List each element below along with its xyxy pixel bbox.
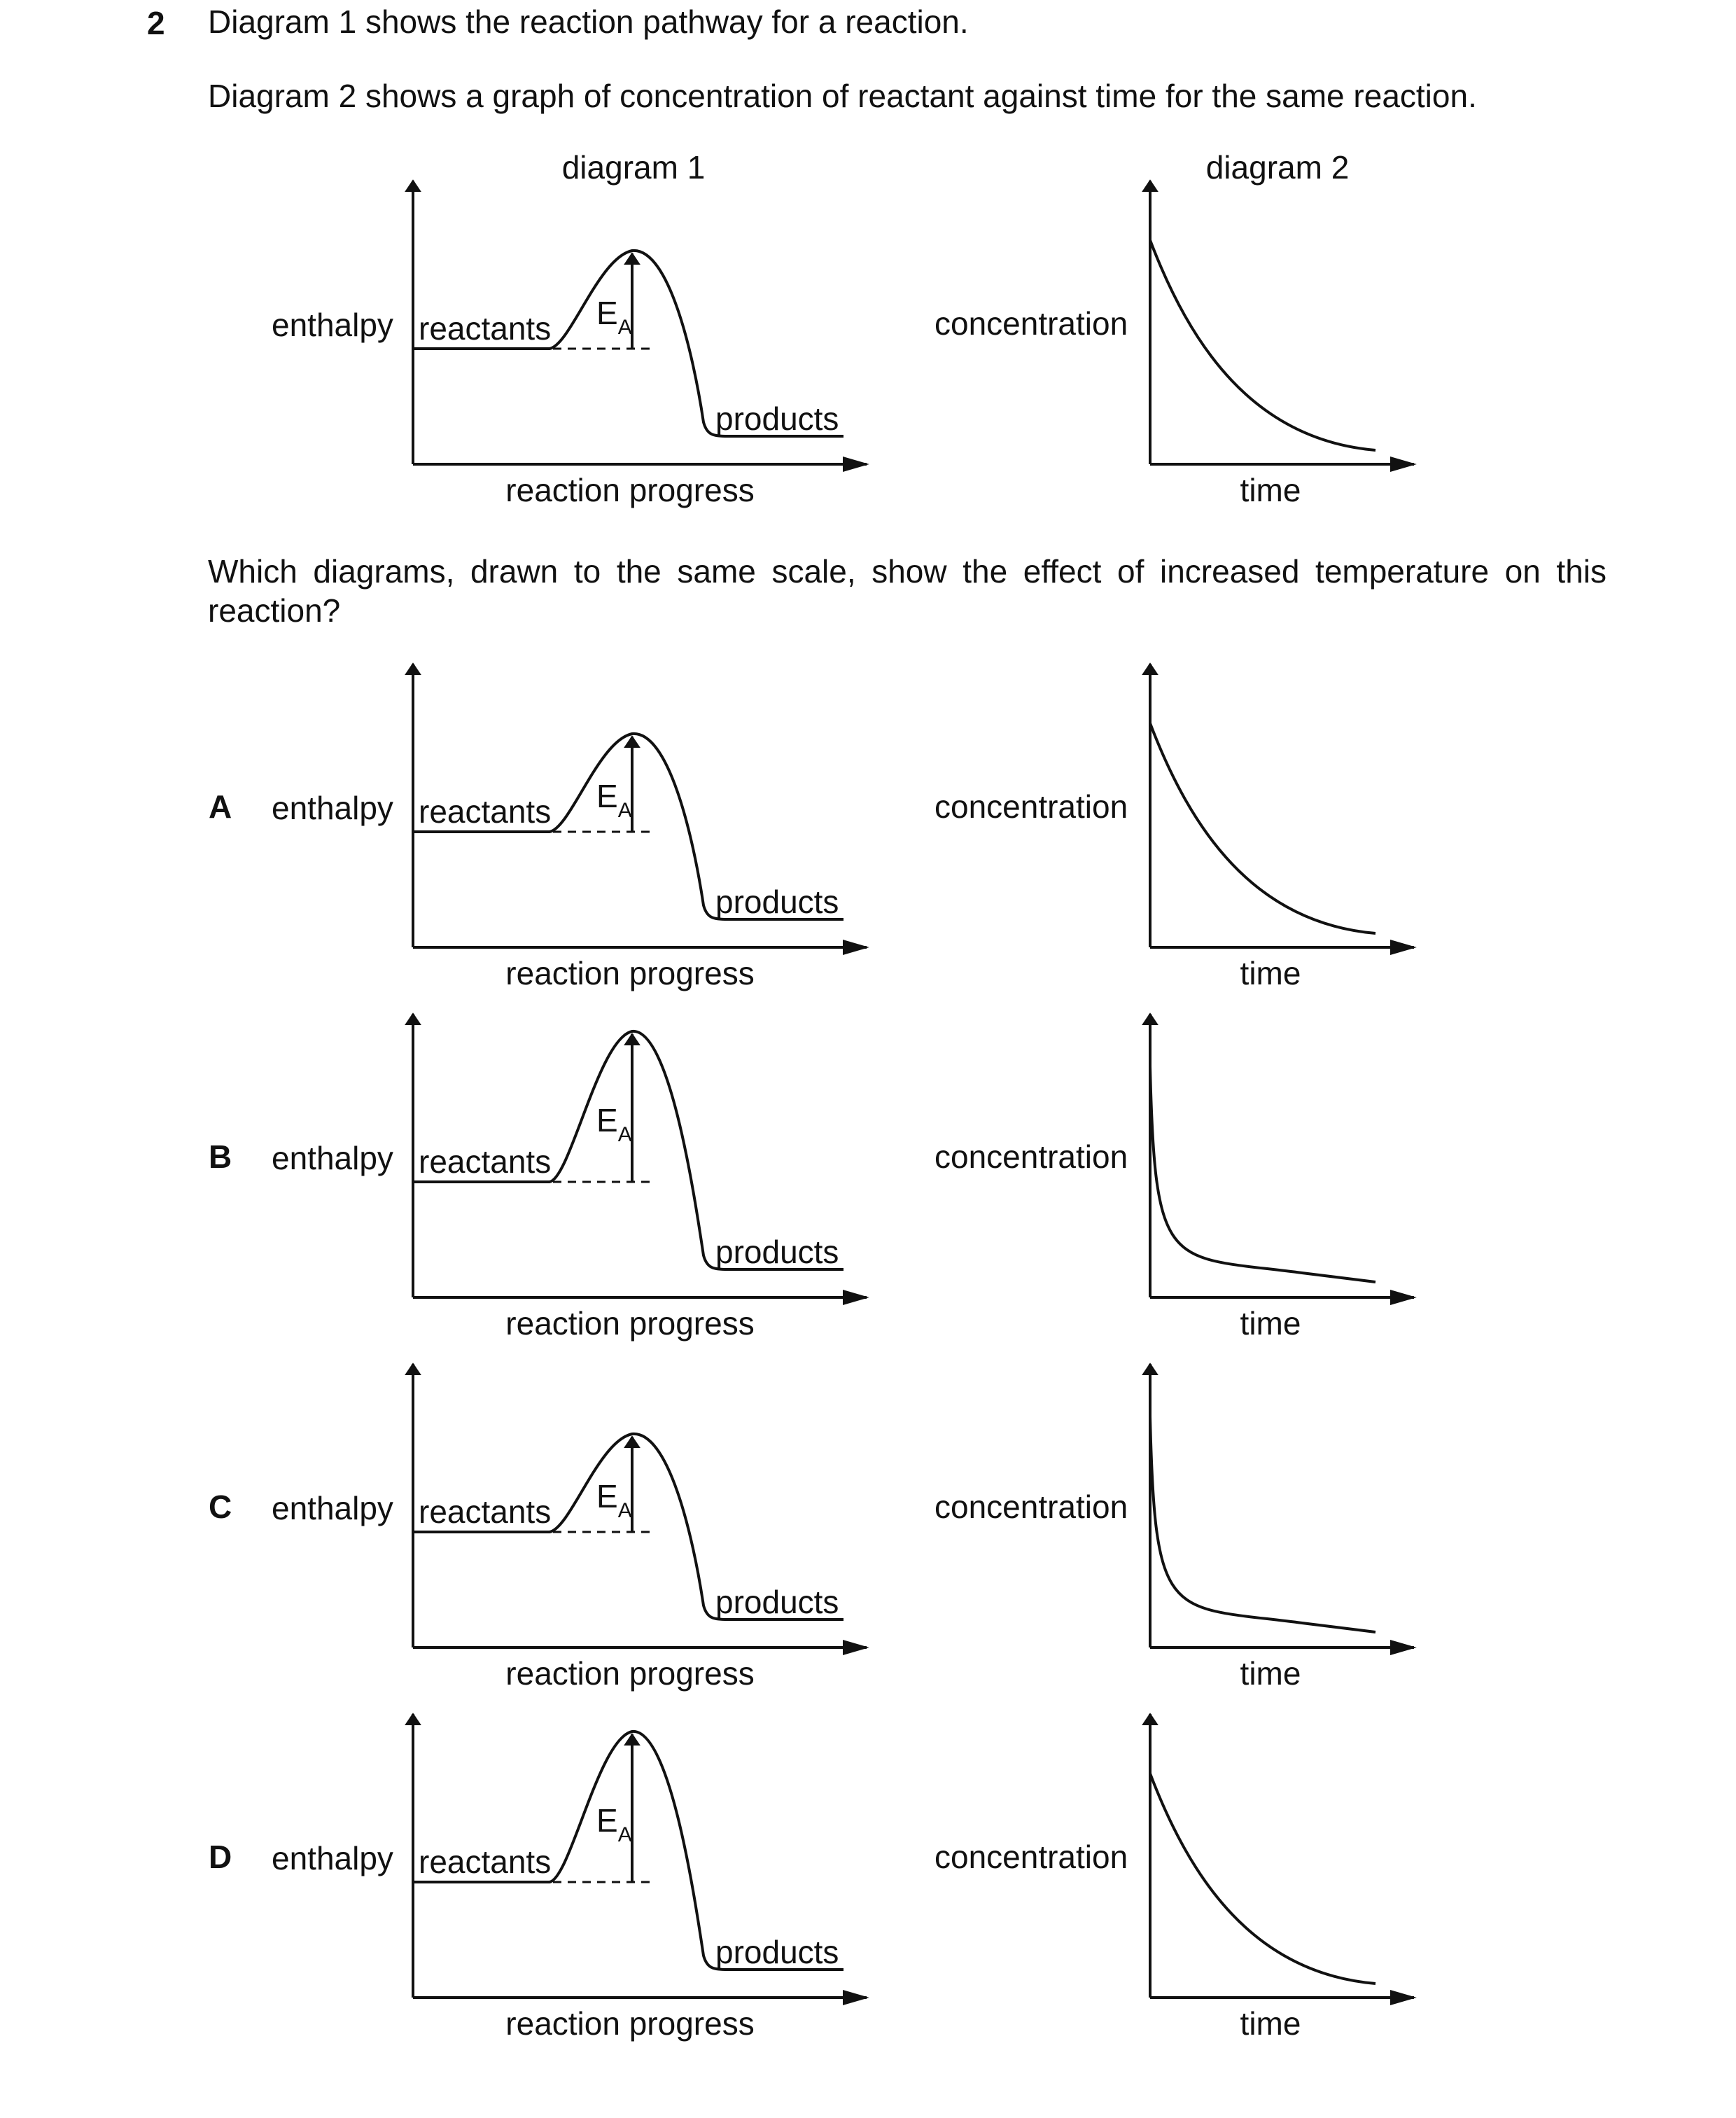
option-letter-A: A [209, 788, 232, 825]
reaction-progress-label: reaction progress [505, 1655, 755, 1692]
question-line-1: Diagram 1 shows the reaction pathway for a reaction. [208, 4, 969, 40]
reactants-label: reactants [419, 1493, 552, 1530]
reaction-progress-label: reaction progress [505, 955, 755, 991]
concentration-label: concentration [934, 788, 1128, 825]
row-original [272, 181, 1414, 508]
concentration-label: concentration [934, 1839, 1128, 1875]
enthalpy-label: enthalpy [272, 790, 393, 826]
time-label: time [1240, 472, 1301, 508]
products-label: products [715, 1234, 839, 1270]
enthalpy-label: enthalpy [272, 1140, 393, 1176]
diagram-2-caption: diagram 2 [1205, 149, 1350, 186]
time-label: time [1240, 1655, 1301, 1692]
row-A [209, 664, 1414, 991]
reactants-label: reactants [419, 793, 552, 830]
reactants-label: reactants [419, 1143, 552, 1180]
question-line-2: Diagram 2 shows a graph of concentration of reactant against time for the same reaction. [208, 78, 1477, 114]
products-label: products [715, 400, 839, 437]
time-label: time [1240, 1305, 1301, 1342]
reactants-label: reactants [419, 1844, 552, 1880]
row-D [209, 1714, 1414, 2042]
activation-energy-label: $E_A$ [596, 1802, 632, 1846]
reaction-progress-label: reaction progress [505, 472, 755, 508]
concentration-decay-curve [1150, 723, 1376, 933]
products-label: products [715, 884, 839, 920]
row-B [209, 1014, 1414, 1342]
reaction-progress-label: reaction progress [505, 1305, 755, 1342]
row-C [209, 1364, 1414, 1692]
concentration-label: concentration [934, 1138, 1128, 1175]
reaction-progress-label: reaction progress [505, 2005, 755, 2042]
products-label: products [715, 1584, 839, 1620]
enthalpy-label: enthalpy [272, 1840, 393, 1876]
option-letter-C: C [209, 1489, 232, 1525]
activation-energy-label: $E_A$ [596, 1478, 632, 1522]
activation-energy-label: $E_A$ [596, 778, 632, 822]
activation-energy-label: $E_A$ [596, 1102, 632, 1146]
enthalpy-label: enthalpy [272, 1490, 393, 1526]
time-label: time [1240, 955, 1301, 991]
diagram-1-caption: diagram 1 [561, 149, 706, 186]
enthalpy-label: enthalpy [272, 307, 393, 343]
concentration-label: concentration [934, 305, 1128, 342]
reactants-label: reactants [419, 310, 552, 347]
option-letter-D: D [209, 1839, 232, 1875]
question-prompt: Which diagrams, drawn to the same scale, show the effect of increased temperature on this reaction? [208, 553, 1606, 629]
question-number: 2 [147, 5, 165, 41]
time-label: time [1240, 2005, 1301, 2042]
concentration-decay-curve [1150, 240, 1376, 450]
option-letter-B: B [209, 1138, 232, 1175]
concentration-decay-curve [1150, 1774, 1376, 1984]
concentration-decay-curve [1150, 1416, 1376, 1632]
activation-energy-label: $E_A$ [596, 295, 632, 339]
products-label: products [715, 1934, 839, 1970]
concentration-decay-curve [1150, 1066, 1376, 1282]
concentration-label: concentration [934, 1489, 1128, 1525]
